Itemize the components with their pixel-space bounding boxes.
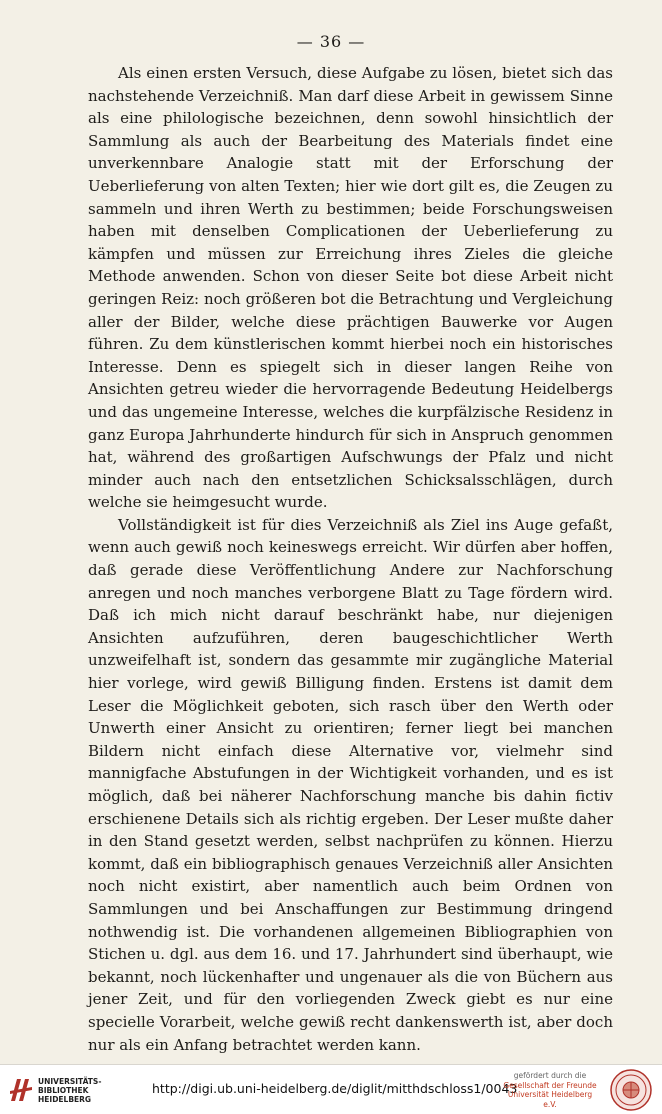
funder-organization: Gesellschaft der Freunde Universität Heidelberg e.V. [503,1080,597,1109]
funder-credit [500,1071,600,1109]
library-logo-icon [8,1075,34,1105]
paragraph-2: Vollständigkeit ist für dies Verzeichniß als Ziel ins Auge gefaßt, wenn auch gewiß noch keineswegs erreicht. Wir dürfen aber hoffen, daß gerade diese Veröffentlichung Andere zur Nachforschung anregen und noch manches verborgene Blatt zu Tage fördern wird. Daß ich mich nicht darauf beschränkt habe, nur diejenigen Ansichten aufzuführen, deren baugeschichtlicher Werth unzweifelhaft ist, sondern das gesammte mir zugängliche Material hier vorlege, wird gewiß Billigung finden. Erstens ist damit dem Leser die Möglichkeit geboten, sich rasch über den Werth oder Unwerth einer Ansicht zu orientiren; ferner liegt bei manchen Bildern nicht einfach diese Alternative vor, vielmehr sind mannigfache Abstufungen in der Wichtigkeit vorhanden, und es ist möglich, daß bei näherer Nachforschung manche bis dahin fictiv erschienene Details sich als richtig ergeben. Der Leser mußte daher in den Stand gesetzt werden, selbst nachprüfen zu können. Hierzu kommt, daß ein bibliographisch genaues Verzeichniß aller Ansichten noch nicht existirt, aber namentlich auch beim Ordnen von Sammlungen und bei Anschaffungen zur Bestimmung dringend nothwendig ist. Die vorhandenen allgemeinen Bibliographien von Stichen u. dgl. aus dem 16. und 17. Jahrhundert sind überhaupt, wie bekannt, noch lückenhafter und ungenauer als die von Büchern aus jener Zeit, und für den vorliegenden Zweck giebt es nur eine specielle Vorarbeit, welche gewiß recht dankenswerth ist, aber doch nur als ein Anfang betrachtet werden kann. [88,515,613,1054]
library-logo[interactable] [8,1075,102,1105]
library-name: UNIVERSITÄTS- BIBLIOTHEK HEIDELBERG [38,1077,102,1104]
page-number: — 36 — [296,32,366,51]
paragraph-1: Als einen ersten Versuch, diese Aufgabe zu lösen, bietet sich das nachstehende Verzeichniß. Man darf diese Arbeit in gewissem Sinne als eine philologische bezeichnen, denn sowohl hinsichtlich der Sammlung als auch der Bearbeitung des Materials findet eine unverkennbare Analogie statt mit der Erforschung der Ueberlieferung von alten Texten; hier wie dort gilt es, die Zeugen zu sammeln und ihren Werth zu bestimmen; beide Forschungsweisen haben mit denselben Complicationen der Ueberlieferung zu kämpfen und müssen zur Erreichung ihres Zieles die gleiche Methode anwenden. Schon von dieser Seite bot diese Arbeit nicht geringen Reiz: noch größeren bot die Betrachtung und Vergleichung aller der Bilder, welche diese prächtigen Bauwerke vor Augen führen. Zu dem künstlerischen kommt hierbei noch ein historisches Interesse. Denn es spiegelt sich in dieser langen Reihe von Ansichten getreu wieder die hervorragende Bedeutung Heidelbergs und das ungemeine Interesse, welches die kurpfälzische Residenz in ganz Europa Jahrhunderte hindurch für sich in Anspruch genommen hat, während des großartigen Aufschwungs der Pfalz und nicht minder auch nach den entsetzlichen Schicksalsschlägen, durch welche sie heimgesucht wurde. [88,64,613,512]
university-seal-icon [610,1069,652,1111]
funded-by-label: gefördert durch die [513,1071,587,1080]
body-text [88,62,613,1056]
viewer-footer [0,1064,662,1114]
permalink-url[interactable]: http://digi.ub.uni-heidelberg.de/diglit/mitthdschloss1/0043 [152,1081,518,1096]
